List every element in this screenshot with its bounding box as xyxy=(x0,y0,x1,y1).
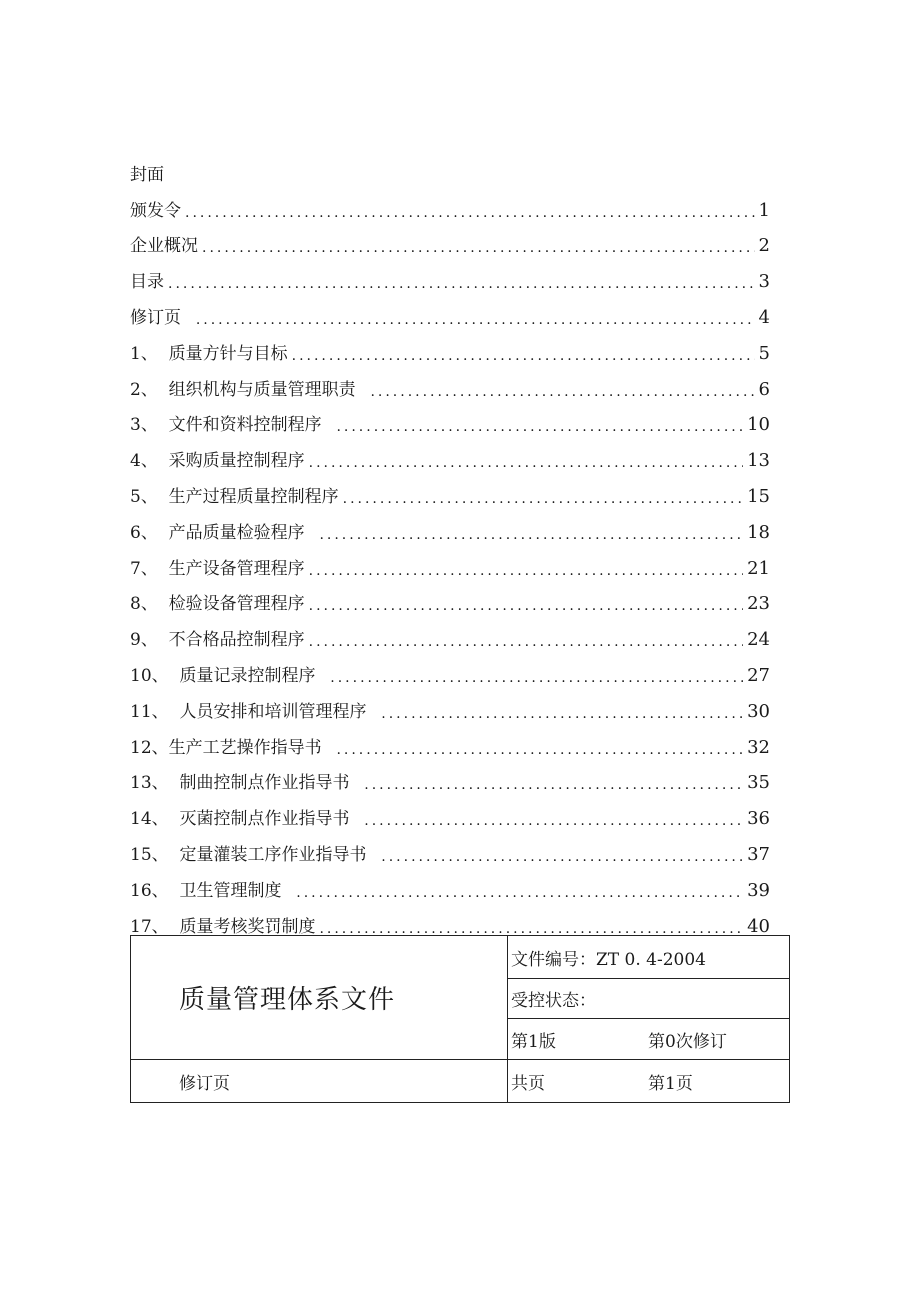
toc-entry-title: 质量考核奖罚制度 xyxy=(179,916,316,937)
toc-dot-leader xyxy=(309,635,743,649)
toc-entry-page: 13 xyxy=(747,450,770,472)
toc-entry-title: 不合格品控制程序 xyxy=(168,630,305,651)
toc-entry xyxy=(130,370,770,406)
toc-entry xyxy=(130,764,770,800)
toc-dot-leader xyxy=(196,313,755,327)
toc-entry xyxy=(130,799,770,835)
toc-dot-leader xyxy=(343,492,743,506)
toc-entry-number: 11、 xyxy=(130,701,180,722)
toc-entry xyxy=(130,620,770,656)
toc-entry-title: 颁发令 xyxy=(130,200,181,221)
toc-entry-title: 生产设备管理程序 xyxy=(168,558,305,579)
toc-dot-leader xyxy=(381,707,743,721)
toc-entry xyxy=(130,227,770,263)
toc-dot-leader xyxy=(309,599,743,613)
toc-dot-leader xyxy=(319,528,743,542)
toc-entry-title: 检验设备管理程序 xyxy=(168,594,305,615)
toc-entry-title: 生产过程质量控制程序 xyxy=(168,486,339,507)
toc-entry-page: 6 xyxy=(758,378,770,400)
toc-entry xyxy=(130,835,770,871)
toc-entry-title: 人员安排和培训管理程序 xyxy=(179,701,378,722)
toc-entry-title: 灭菌控制点作业指导书 xyxy=(179,809,361,830)
toc-entry xyxy=(130,262,770,298)
toc-entry-title: 修订页 xyxy=(130,307,192,328)
toc-entry xyxy=(130,406,770,442)
toc-entry xyxy=(130,549,770,585)
toc-entry-page: 4 xyxy=(758,306,770,328)
toc-entry-title: 文件和资料控制程序 xyxy=(168,415,333,436)
toc-entry-number: 17、 xyxy=(130,916,180,937)
toc-entry-page: 1 xyxy=(758,199,770,221)
toc-dot-leader xyxy=(370,385,754,399)
toc-entry-number: 4、 xyxy=(130,451,169,472)
toc-entry-number: 8、 xyxy=(130,594,169,615)
page-number: 第1页 xyxy=(648,1073,693,1094)
control-status: 受控状态： xyxy=(508,979,790,1019)
toc-entry-title: 生产工艺操作指导书 xyxy=(168,737,333,758)
toc-entry-page: 27 xyxy=(747,664,770,686)
toc-entry-page: 21 xyxy=(747,557,770,579)
toc-dot-leader xyxy=(336,420,743,434)
toc-entry-number: 3、 xyxy=(130,415,169,436)
toc-dot-leader xyxy=(330,671,743,685)
toc-dot-leader xyxy=(292,349,755,363)
toc-entry-number: 15、 xyxy=(130,844,180,865)
toc-entry xyxy=(130,298,770,334)
toc-entry-number: 14、 xyxy=(130,809,180,830)
toc-dot-leader xyxy=(364,778,743,792)
toc-entry-page: 2 xyxy=(758,235,770,257)
toc-entry xyxy=(130,585,770,621)
toc-entry-title: 企业概况 xyxy=(130,236,198,257)
document-number: 文件编号：ZT 0. 4-2004 xyxy=(508,936,790,979)
toc-entry-number: 7、 xyxy=(130,558,169,579)
toc-entry-page: 40 xyxy=(747,915,770,937)
page-label: 修订页 xyxy=(131,1060,508,1103)
toc-entry-page: 37 xyxy=(747,843,770,865)
toc-entry xyxy=(130,728,770,764)
toc-entry-number: 6、 xyxy=(130,522,169,543)
toc-dot-leader xyxy=(364,814,743,828)
toc-entry-page: 39 xyxy=(747,879,770,901)
toc-entry xyxy=(130,513,770,549)
table-of-contents xyxy=(130,155,770,943)
toc-entry-number: 9、 xyxy=(130,630,169,651)
toc-entry xyxy=(130,191,770,227)
toc-entry xyxy=(130,656,770,692)
toc-dot-leader xyxy=(336,743,743,757)
toc-entry-title: 封面 xyxy=(130,164,164,185)
toc-entry-page: 18 xyxy=(747,521,770,543)
toc-dot-leader xyxy=(381,850,743,864)
toc-entry-title: 质量记录控制程序 xyxy=(179,665,327,686)
page-count xyxy=(508,1060,790,1103)
toc-entry-number: 10、 xyxy=(130,665,180,686)
toc-entry-number: 13、 xyxy=(130,773,180,794)
toc-entry-page: 23 xyxy=(747,593,770,615)
toc-entry-page: 15 xyxy=(747,485,770,507)
toc-entry-page: 32 xyxy=(747,736,770,758)
toc-entry-title: 组织机构与质量管理职责 xyxy=(168,379,367,400)
document-title: 质量管理体系文件 xyxy=(131,936,508,1060)
toc-dot-leader xyxy=(185,206,755,220)
toc-entry xyxy=(130,334,770,370)
total-pages: 共页 xyxy=(511,1073,545,1094)
toc-dot-leader xyxy=(202,241,755,255)
toc-dot-leader xyxy=(296,886,743,900)
toc-entry-title: 目录 xyxy=(130,272,164,293)
toc-dot-leader xyxy=(168,277,755,291)
toc-entry-page: 24 xyxy=(747,629,770,651)
toc-entry-title: 采购质量控制程序 xyxy=(168,451,305,472)
document-footer-table xyxy=(130,935,790,1103)
toc-dot-leader xyxy=(309,564,743,578)
toc-entry-number: 12、 xyxy=(130,737,169,758)
toc-entry xyxy=(130,692,770,728)
toc-entry xyxy=(130,441,770,477)
toc-entry-number: 5、 xyxy=(130,486,169,507)
toc-entry-title: 制曲控制点作业指导书 xyxy=(179,773,361,794)
edition: 第1版 xyxy=(511,1031,556,1052)
toc-entry-page: 3 xyxy=(758,271,770,293)
toc-entry xyxy=(130,871,770,907)
toc-entry-page: 30 xyxy=(747,700,770,722)
toc-entry-page: 35 xyxy=(747,772,770,794)
toc-entry-title: 产品质量检验程序 xyxy=(168,522,316,543)
edition-revision xyxy=(508,1019,790,1060)
toc-entry-page: 36 xyxy=(747,808,770,830)
toc-entry-title: 定量灌装工序作业指导书 xyxy=(179,844,378,865)
toc-entry-title: 卫生管理制度 xyxy=(179,880,293,901)
toc-entry-number: 2、 xyxy=(130,379,169,400)
toc-entry-page: 5 xyxy=(758,342,770,364)
toc-dot-leader xyxy=(309,456,743,470)
toc-entry-number: 1、 xyxy=(130,343,169,364)
toc-entry-title: 质量方针与目标 xyxy=(168,343,288,364)
toc-entry-page: 10 xyxy=(747,414,770,436)
toc-dot-leader xyxy=(319,922,743,936)
toc-entry xyxy=(130,477,770,513)
toc-entry-number: 16、 xyxy=(130,880,180,901)
revision: 第0次修订 xyxy=(648,1031,727,1052)
toc-entry xyxy=(130,155,770,191)
